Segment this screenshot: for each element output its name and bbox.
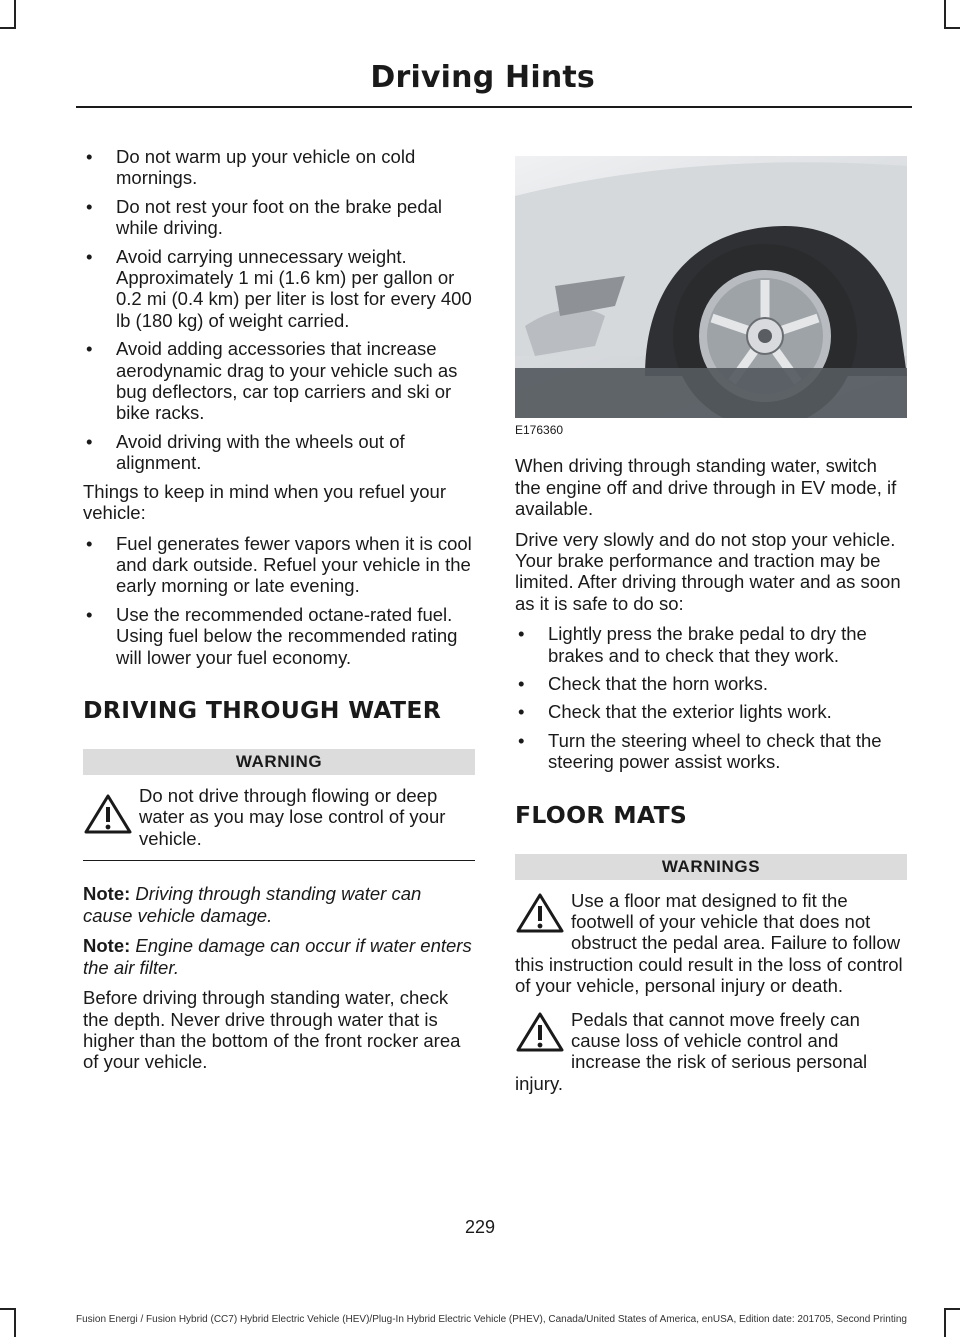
- list-item: • Check that the horn works.: [518, 673, 769, 695]
- crop-mark: [14, 1309, 16, 1337]
- figure-id: E176360: [515, 423, 564, 437]
- list-item: • Fuel generates fewer vapors when it is cool and dark outside. Refuel your vehicle in the early morning or late evening.: [86, 532, 472, 597]
- section-heading-floor-mats: FLOOR MATS: [515, 800, 688, 829]
- car-front-wheel-illustration: [515, 156, 907, 418]
- list-item: • Use the recommended octane-rated fuel. Using fuel below the recommended rating will lower your fuel economy.: [86, 603, 458, 668]
- crop-mark: [944, 1308, 960, 1310]
- drive-slowly-text: Drive very slowly and do not stop your vehicle. Your brake performance and traction may be limited. After driving through water and as soon as it is safe to do so:: [515, 528, 901, 614]
- list-item: • Avoid driving with the wheels out of alignment.: [86, 430, 405, 474]
- after-water-checks-list: [515, 623, 907, 772]
- refuel-intro: Things to keep in mind when you refuel your vehicle:: [83, 480, 447, 524]
- warning-rule: [83, 860, 475, 862]
- list-item: • Turn the steering wheel to check that the steering power assist works.: [518, 729, 882, 773]
- crop-mark: [944, 27, 960, 29]
- floor-mat-warning-1: Use a floor mat designed to fit the footwell of your vehicle that does not obstruct the pedal area. Failure to follow this instruction could result in the loss of control of your vehicle, personal injury or death.: [515, 889, 903, 997]
- warnings-label: WARNINGS: [515, 854, 907, 879]
- list-item: • Do not warm up your vehicle on cold mornings.: [86, 146, 416, 189]
- warning-label: WARNING: [83, 749, 475, 774]
- list-item: • Check that the exterior lights work.: [518, 701, 832, 723]
- warning-triangle-icon: [83, 793, 133, 835]
- ev-mode-text: When driving through standing water, switch the engine off and drive through in EV mode, if available.: [515, 455, 897, 520]
- list-item: • Avoid adding accessories that increase aerodynamic drag to your vehicle such as bug deflectors, car top carriers and ski or bike racks.: [86, 338, 458, 424]
- warning-block: [515, 1009, 907, 1095]
- warning-block: [515, 890, 907, 997]
- note-driving-water: Note: Driving through standing water can cause vehicle damage.: [83, 883, 422, 926]
- note-engine-damage: Note: Engine damage can occur if water enters the air filter.: [83, 935, 472, 978]
- warning-block: [83, 785, 475, 862]
- floor-mat-warning-2: Pedals that cannot move freely can cause loss of vehicle control and increase the risk of serious personal injury.: [515, 1008, 868, 1094]
- economy-tips-list: [83, 146, 475, 474]
- page-number: 229: [464, 1217, 496, 1237]
- right-column: [515, 146, 907, 1103]
- section-heading-driving-through-water: DRIVING THROUGH WATER: [83, 695, 442, 724]
- page-footer: Fusion Energi / Fusion Hybrid (CC7) Hybrid Electric Vehicle (HEV)/Plug-In Hybrid Electric Vehicle (PHEV), Canada/United States of America, enUSA, Edition date: 201705, Second Printing: [76, 1314, 907, 1325]
- crop-mark: [14, 0, 16, 28]
- left-column: [83, 146, 475, 1082]
- header-rule: [76, 106, 912, 108]
- warning-text: Do not drive through flowing or deep water as you may lose control of your vehicle.: [139, 784, 446, 849]
- refuel-tips-list: [83, 533, 475, 668]
- warning-triangle-icon: [515, 1011, 565, 1053]
- warning-triangle-icon: [515, 892, 565, 934]
- list-item: • Lightly press the brake pedal to dry the brakes and to check that they work.: [518, 623, 867, 666]
- crop-mark: [0, 1308, 16, 1310]
- depth-check-text: Before driving through standing water, check the depth. Never drive through water that is higher than the bottom of the front rocker area of your vehicle.: [83, 987, 461, 1073]
- list-item: • Do not rest your foot on the brake pedal while driving.: [86, 195, 443, 239]
- crop-mark: [0, 27, 16, 29]
- crop-mark: [944, 0, 946, 28]
- list-item: • Avoid carrying unnecessary weight. Approximately 1 mi (1.6 km) per gallon or 0.2 mi (0.4 km) per liter is lost for every 400 lb (180 kg) of weight carried.: [86, 245, 472, 331]
- car-wheel-water-illustration: [515, 156, 907, 418]
- page-header-title: Driving Hints: [370, 60, 595, 95]
